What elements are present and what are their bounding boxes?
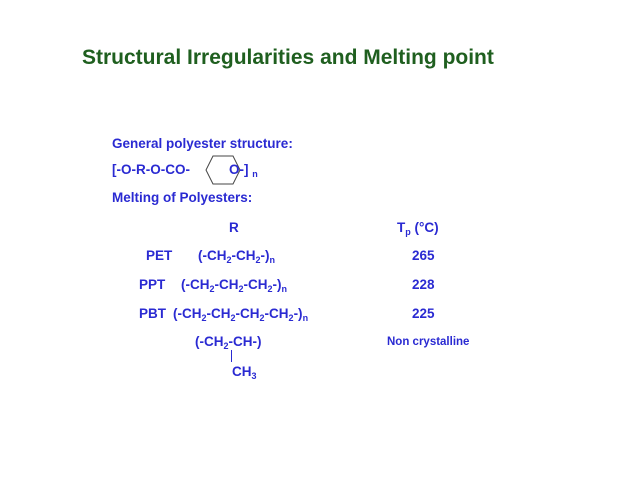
formula-text: -CH [206, 306, 231, 321]
formula-subscript: n [281, 284, 288, 294]
tp-value-branched: Non crystalline [387, 336, 470, 348]
formula-text: (-CH [181, 277, 210, 292]
formula-subscript: 2 [209, 284, 215, 294]
formula-subscript: n [269, 255, 276, 265]
formula-subscript: 2 [255, 255, 261, 265]
formula-subscript: n [302, 313, 309, 323]
formula-subscript: 2 [226, 255, 232, 265]
formula-text: -CH [243, 277, 268, 292]
formula-subscript: 2 [238, 284, 244, 294]
formula-text: CH [232, 364, 252, 379]
polymer-name-pet: PET [146, 248, 173, 263]
general-formula-left: [-O-R-O-CO- [112, 162, 190, 177]
formula-text: -CH [264, 306, 289, 321]
formula-subscript: 3 [251, 371, 257, 381]
formula-text: -CH [231, 248, 256, 263]
column-header-tp [397, 221, 439, 237]
formula-subscript: 2 [230, 313, 236, 323]
formula-subscript: 2 [288, 313, 294, 323]
melting-heading: Melting of Polyesters: [112, 190, 253, 205]
formula-subscript: n [252, 169, 258, 179]
general-structure-heading: General polyester structure: [112, 136, 293, 151]
formula-subscript: 2 [223, 341, 229, 351]
formula-text: -) [260, 248, 270, 263]
column-header-r: R [229, 220, 239, 235]
polymer-name-ppt: PPT [139, 277, 166, 292]
formula-text: -CH [214, 277, 239, 292]
branch-methyl [232, 365, 257, 381]
formula-text: -) [272, 277, 282, 292]
polymer-name-pbt: PBT [139, 306, 166, 321]
formula-text: -) [293, 306, 303, 321]
formula-end: O-] [229, 162, 249, 177]
formula-pbt [173, 307, 308, 323]
general-formula-right [229, 163, 258, 179]
formula-text: -CH [235, 306, 260, 321]
formula-text: (-CH [198, 248, 227, 263]
tp-value-pet: 265 [412, 248, 435, 263]
formula-ppt [181, 278, 287, 294]
slide-title: Structural Irregularities and Melting point [82, 46, 494, 69]
tp-value-pbt: 225 [412, 306, 435, 321]
formula-pet [198, 249, 275, 265]
tp-symbol: T [397, 220, 406, 235]
formula-subscript: 2 [267, 284, 273, 294]
formula-text: (-CH [195, 334, 224, 349]
tp-unit: (°C) [414, 220, 439, 235]
formula-subscript: 2 [259, 313, 265, 323]
formula-text: (-CH [173, 306, 202, 321]
formula-branched [195, 335, 262, 351]
formula-text: -CH-) [228, 334, 262, 349]
branch-bond-line [231, 350, 232, 362]
tp-subscript: p [405, 227, 411, 237]
formula-subscript: 2 [201, 313, 207, 323]
tp-value-ppt: 228 [412, 277, 435, 292]
